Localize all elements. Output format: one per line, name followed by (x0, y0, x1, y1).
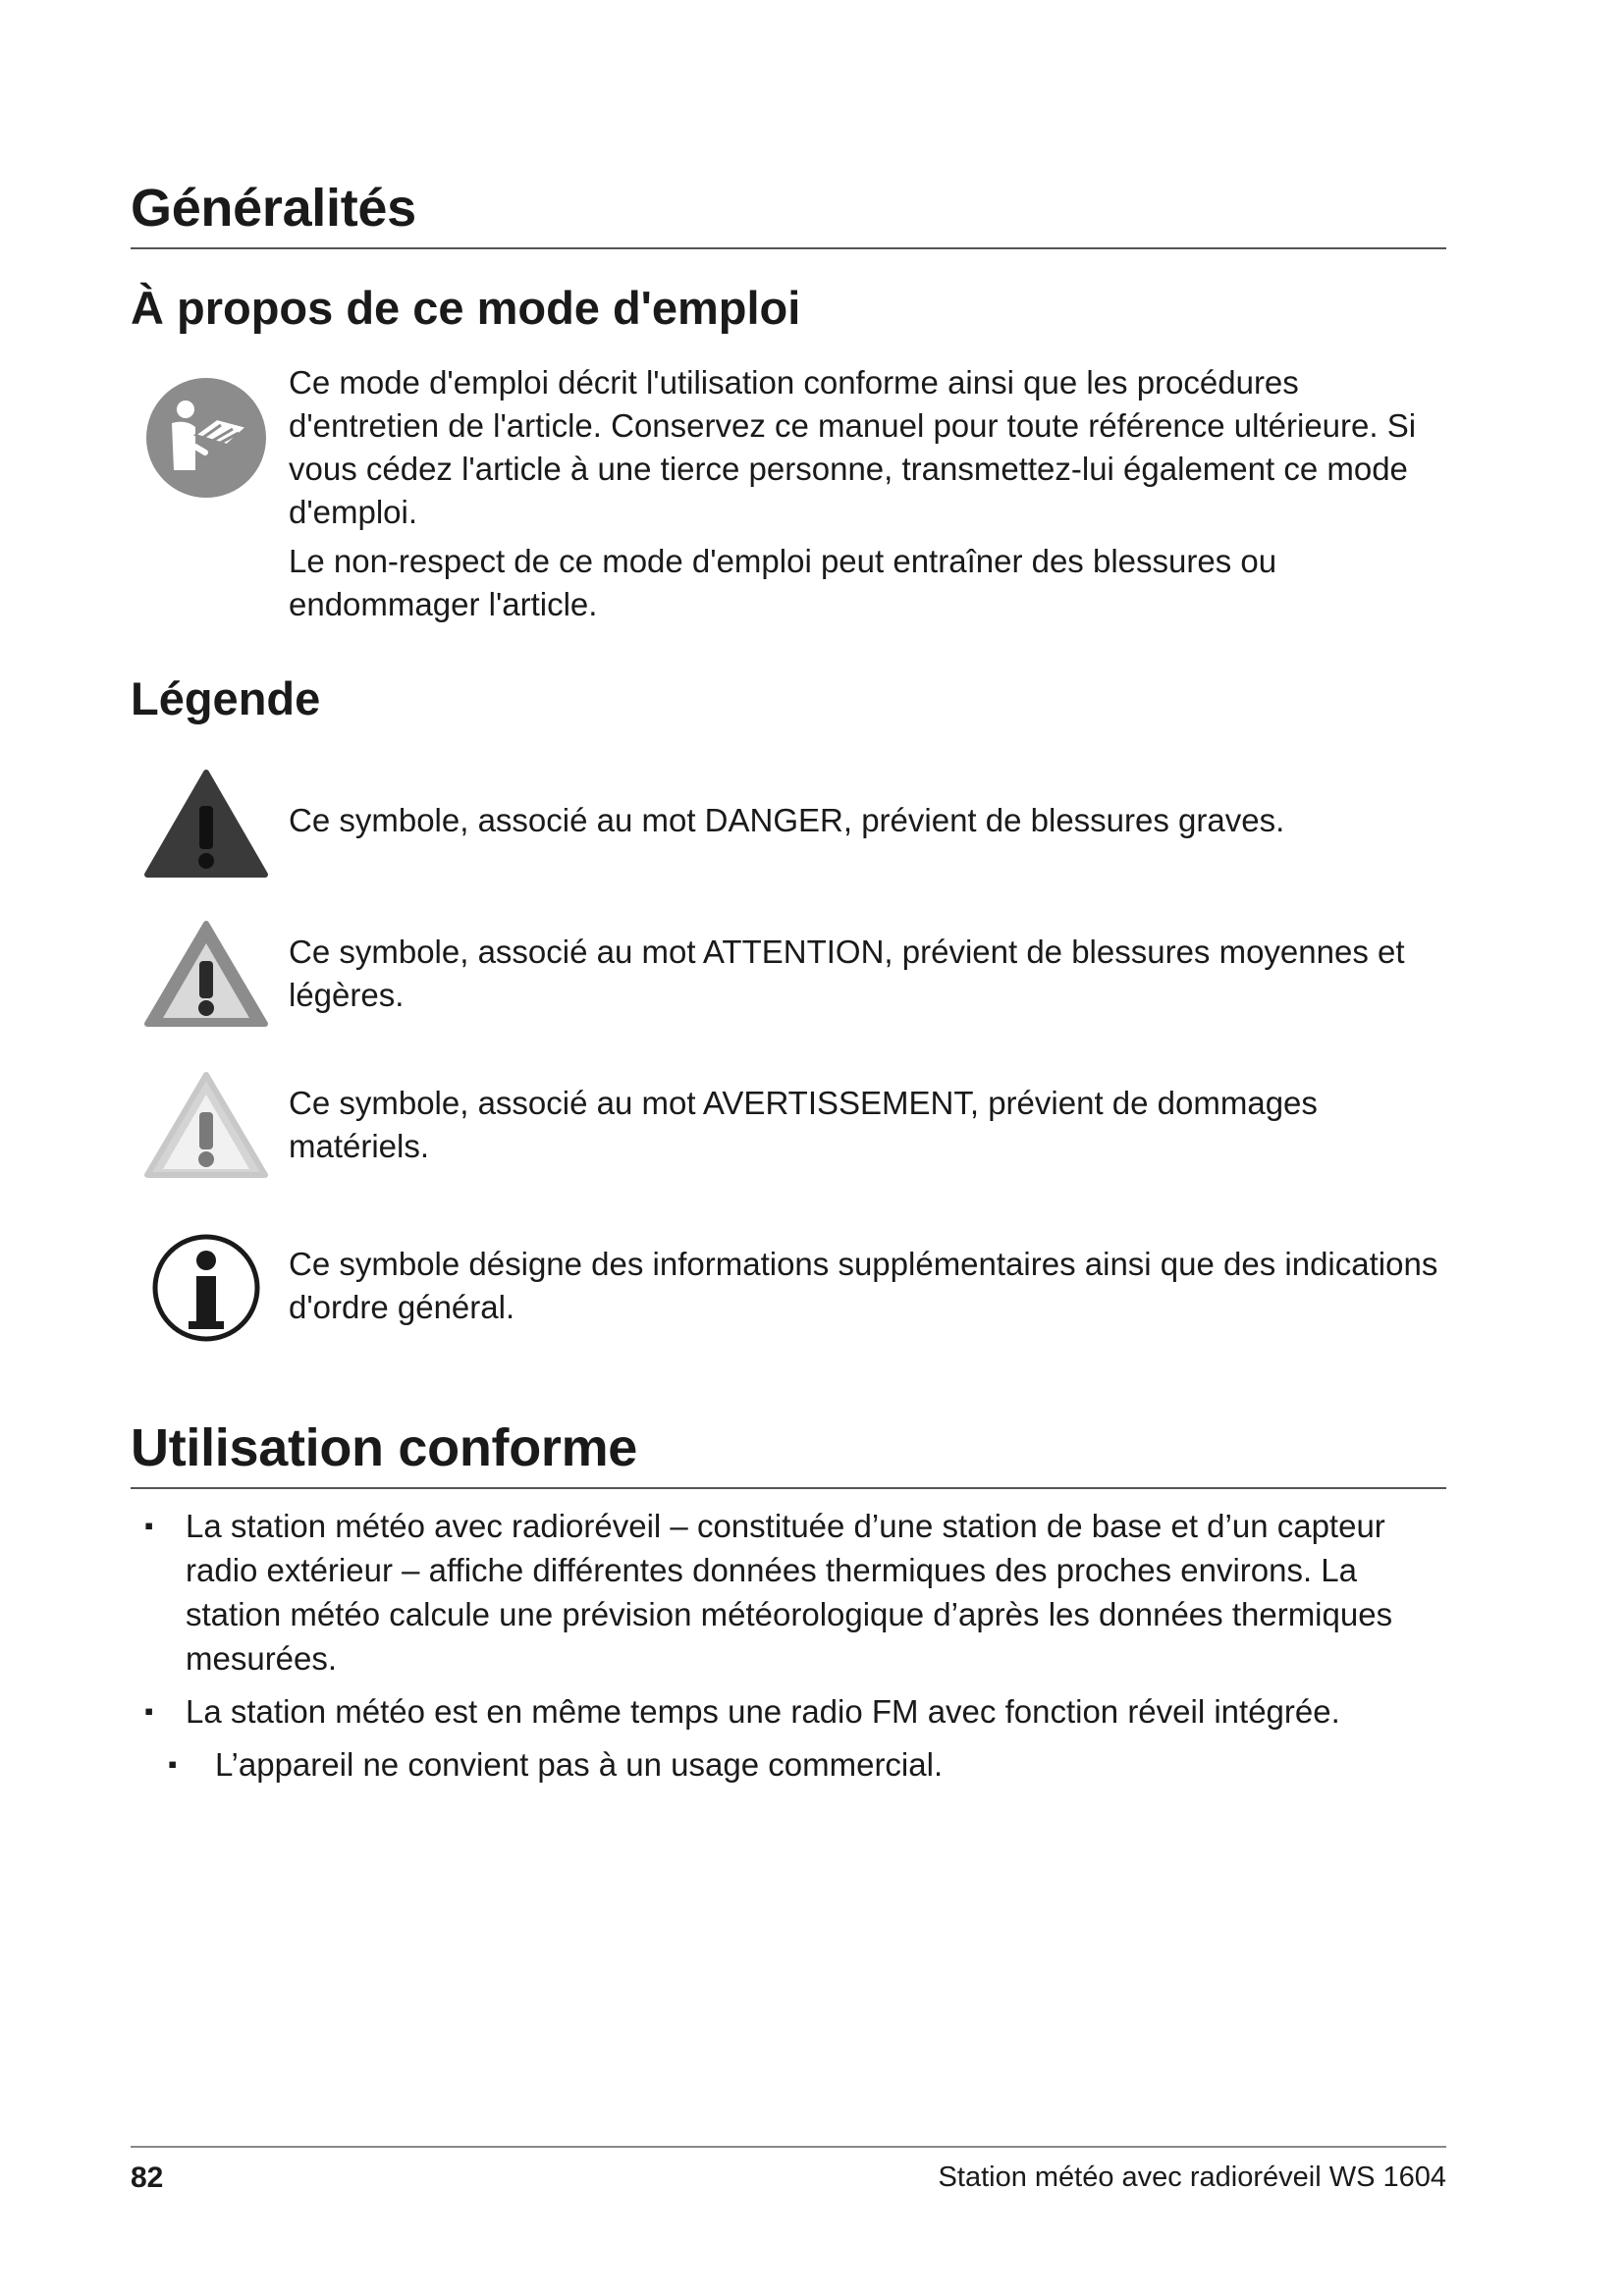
list-item (131, 1504, 1446, 1681)
about-paragraph-2: Le non-respect de ce mode d'emploi peut entraîner des blessures ou endommager l'article. (289, 543, 1277, 622)
footer-product-title: Station météo avec radioréveil WS 1604 (938, 2162, 1446, 2193)
list-item-text: L’appareil ne convient pas à un usage commercial. (215, 1746, 944, 1783)
section-title-intended-use: Utilisation conforme (131, 1419, 1446, 1489)
page-number: 82 (131, 2162, 164, 2194)
read-manual-icon (144, 376, 268, 500)
section-title-legend: Légende (131, 672, 321, 724)
info-icon (151, 1233, 261, 1343)
about-paragraph-1: Ce mode d'emploi décrit l'utilisation conforme ainsi que les procédures d'entretien de l'article. Conservez ce manuel pour toute référence ultérieure. Si vous cédez l'article à une tierce personne, transmettez-lui également ce mode d'emploi. (289, 364, 1417, 530)
list-item (131, 1742, 1446, 1787)
list-item-text: La station météo avec radioréveil – constituée d’une station de base et d’un capteur radio extérieur – affiche différentes données thermiques des proches environs. La station météo calcule une prévision météorologique d’après les données thermiques mesurées. (186, 1508, 1393, 1677)
danger-warning-icon (143, 769, 269, 881)
bullet-marker: ▪ (144, 1696, 154, 1726)
legend-text-info: Ce symbole désigne des informations supplémentaires ainsi que des indications d'ordre général. (289, 1246, 1438, 1325)
section-title-general: Généralités (131, 180, 1446, 249)
bullet-marker: ▪ (168, 1749, 178, 1779)
intended-use-list (131, 1504, 1446, 1795)
bullet-marker: ▪ (144, 1511, 154, 1540)
attention-warning-icon (143, 920, 269, 1030)
legend-text-danger: Ce symbole, associé au mot DANGER, prévient de blessures graves. (289, 802, 1285, 838)
list-item (131, 1689, 1446, 1734)
list-item-text: La station météo est en même temps une radio FM avec fonction réveil intégrée. (186, 1693, 1340, 1730)
notice-warning-icon (143, 1071, 269, 1181)
section-title-about: À propos de ce mode d'emploi (131, 282, 801, 334)
footer-divider (131, 2146, 1446, 2148)
legend-text-attention: Ce symbole, associé au mot ATTENTION, prévient de blessures moyennes et légères. (289, 934, 1405, 1013)
legend-text-notice: Ce symbole, associé au mot AVERTISSEMENT, prévient de dommages matériels. (289, 1085, 1318, 1164)
